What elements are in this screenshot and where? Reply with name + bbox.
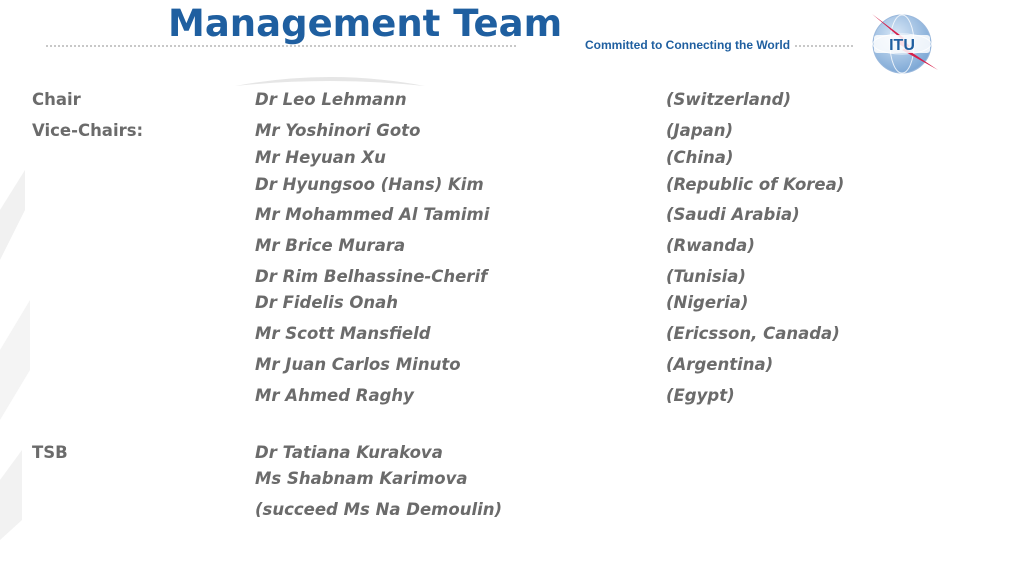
member-country: (Egypt) [666, 386, 735, 405]
member-country: (Nigeria) [666, 293, 749, 312]
member-name: Dr Rim Belhassine-Cherif [255, 267, 488, 286]
role-label-tsb: TSB [32, 443, 68, 462]
member-name: Mr Ahmed Raghy [255, 386, 414, 405]
member-name: Mr Yoshinori Goto [255, 121, 421, 140]
role-label-vice-chairs: Vice-Chairs: [32, 121, 144, 140]
tsb-member-name: Dr Tatiana Kurakova [255, 443, 443, 462]
member-name: Dr Hyungsoo (Hans) Kim [255, 175, 484, 194]
member-country: (Republic of Korea) [666, 175, 845, 194]
member-name: Mr Mohammed Al Tamimi [255, 205, 490, 224]
member-name: Mr Scott Mansfield [255, 324, 431, 343]
itu-logo-icon [862, 8, 942, 76]
tagline: Committed to Connecting the World [585, 38, 791, 52]
dotted-divider-left [46, 45, 516, 47]
member-country: (China) [666, 148, 734, 167]
background-watermark [0, 150, 40, 550]
tsb-member-name: Ms Shabnam Karimova [255, 469, 468, 488]
member-name: Dr Fidelis Onah [255, 293, 399, 312]
member-country: (Ericsson, Canada) [666, 324, 840, 343]
member-country: (Rwanda) [666, 236, 755, 255]
member-country: (Argentina) [666, 355, 774, 374]
role-label-chair: Chair [32, 90, 81, 109]
decorative-swoosh [235, 74, 425, 88]
member-country: (Tunisia) [666, 267, 746, 286]
page-title: Management Team [168, 2, 563, 45]
member-country: (Saudi Arabia) [666, 205, 800, 224]
member-name: Mr Brice Murara [255, 236, 406, 255]
member-name: Mr Juan Carlos Minuto [255, 355, 461, 374]
member-name: Mr Heyuan Xu [255, 148, 386, 167]
logo-text: ITU [889, 37, 915, 54]
member-country: (Switzerland) [666, 90, 792, 109]
tsb-succession-note: (succeed Ms Na Demoulin) [255, 500, 503, 519]
member-name: Dr Leo Lehmann [255, 90, 407, 109]
member-country: (Japan) [666, 121, 734, 140]
dotted-divider-right [795, 45, 853, 47]
